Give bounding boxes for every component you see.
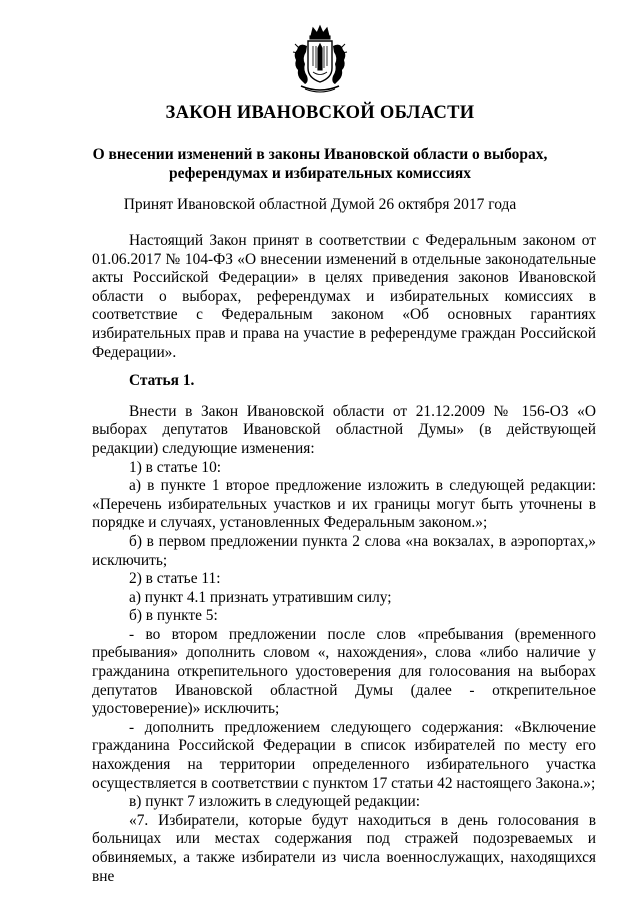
body-paragraph: а) пункт 4.1 признать утратившим силу;: [129, 588, 392, 606]
body-paragraph: Внести в Закон Ивановской области от 21.12.2009 № 156-ОЗ «О выборах депутатов Ивановской областной Думы» (в действующей редакции) следующие изменения:: [92, 402, 596, 457]
law-subtitle-line: референдумах и избирательных комиссиях: [168, 165, 472, 182]
coat-of-arms-emblem: [289, 24, 351, 96]
body-paragraph: б) в первом предложении пункта 2 слова «на вокзалах, в аэропортах,» исключить;: [92, 532, 596, 569]
body-paragraph: б) в пункте 5:: [129, 607, 218, 625]
adoption-date-line: Принят Ивановской областной Думой 26 октября 2017 года: [123, 196, 517, 213]
intro-paragraph: Настоящий Закон принят в соответствии с Федеральным законом от 01.06.2017 № 104-ФЗ «О внесении изменений в отдельные законодательные акты Российской Федерации» в целях приведения законов Ивановской области о выборах, референдумах и избирательных комиссиях в соответствие с Федеральным законом «Об основных гарантиях избирательных прав и права на участие в референдуме граждан Российской Федерации».: [92, 232, 596, 361]
law-body: [92, 232, 596, 886]
body-paragraph: - во втором предложении после слов «пребывания (временного пребывания» дополнить словом «, нахождения», слова «либо наличие у гражданина открепительного удостоверения для голосования на выборах депутатов Ивановской областной Думы (далее - открепительное удостоверение)» исключить;: [92, 625, 596, 718]
body-paragraph: 1) в статье 10:: [129, 458, 222, 476]
body-paragraph: а) в пункте 1 второе предложение изложить в следующей редакции: «Перечень избирательных участков и их границы могут быть уточнены в порядке и случаях, установленных Федеральным законом.»;: [92, 477, 596, 532]
law-subtitle: [80, 145, 560, 183]
law-subtitle-line: О внесении изменений в законы Ивановской области о выборах,: [92, 146, 548, 163]
body-paragraph: 2) в статье 11:: [129, 570, 221, 588]
body-paragraph: в) пункт 7 изложить в следующей редакции:: [129, 793, 421, 811]
law-title: ЗАКОН ИВАНОВСКОЙ ОБЛАСТИ: [165, 103, 475, 123]
body-paragraph: - дополнить предложением следующего содержания: «Включение гражданина Российской Федерации в список избирателей по месту его нахождения на территории определенного избирательного участка осуществляется в соответствии с пунктом 17 статьи 42 настоящего Закона.»;: [92, 718, 596, 792]
body-paragraph: «7. Избиратели, которые будут находиться в день голосования в больницах или местах содержания под стражей подозреваемых и обвиняемых, а также избиратели из числа военнослужащих, находящихся вне: [92, 811, 596, 885]
article-heading: Статья 1.: [129, 372, 195, 390]
